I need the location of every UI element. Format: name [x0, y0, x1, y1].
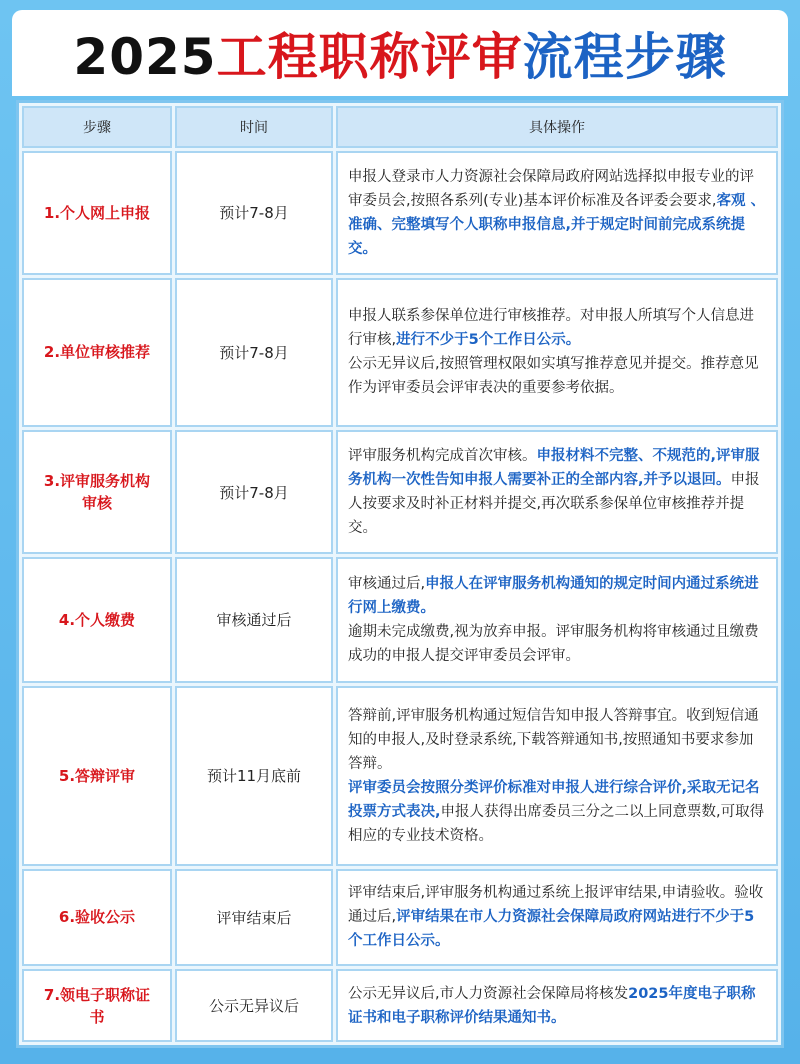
detail-text: 申报人联系参保单位进行审核推荐。对申报人所填写个人信息进行审核,	[348, 308, 754, 349]
table-header-row	[22, 106, 778, 148]
step-name: 3.评审服务机构审核	[22, 430, 172, 554]
step-detail	[336, 557, 778, 683]
step-detail	[336, 278, 778, 428]
step-time: 审核通过后	[175, 557, 333, 683]
step-time: 评审结束后	[175, 869, 333, 966]
title-banner	[12, 10, 788, 96]
detail-highlight: 评审委员会按照分类评价标准对申报人进行综合评价,采取无记名投票方式表决,	[348, 779, 760, 820]
table-row	[22, 869, 778, 966]
table-row	[22, 969, 778, 1042]
step-time: 预计7-8月	[175, 151, 333, 275]
detail-highlight: 进行不少于5个工作日公示。	[396, 332, 581, 349]
step-detail	[336, 869, 778, 966]
step-detail	[336, 686, 778, 866]
header-detail: 具体操作	[336, 106, 778, 148]
step-name: 1.个人网上申报	[22, 151, 172, 275]
detail-text: 评审结束后,评审服务机构通过系统上报评审结果,申请验收。验收通过后,	[348, 885, 764, 926]
detail-text: 评审服务机构完成首次审核。	[348, 448, 537, 465]
detail-highlight: 评审结果在市人力资源社会保障局政府网站进行不少于5个工作日公示。	[348, 909, 755, 950]
title-red-part: 工程职称评审	[216, 28, 523, 86]
title-blue-part: 流程步骤	[522, 28, 727, 86]
detail-text: 答辩前,评审服务机构通过短信告知申报人答辩事宜。收到短信通知的申报人,及时登录系统,下载答辩通知书,按照通知书要求参加答辩。	[348, 707, 759, 772]
table-row	[22, 278, 778, 428]
detail-highlight: 客观 、准确、完整填写个人职称申报信息,并于规定时间前完成系统提交。	[348, 192, 766, 257]
table-row	[22, 557, 778, 683]
detail-text: 申报人获得出席委员三分之二以上同意票数,可取得相应的专业技术资格。	[348, 803, 765, 844]
detail-text: 申报人登录市人力资源社会保障局政府网站选择拟申报专业的评审委员会,按照各系列(专业)基本评价标准及各评委会要求,	[348, 168, 754, 209]
detail-highlight: 申报人在评审服务机构通知的规定时间内通过系统进行网上缴费。	[348, 575, 759, 616]
page-title	[73, 17, 726, 89]
detail-text: 逾期未完成缴费,视为放弃申报。评审服务机构将审核通过且缴费成功的申报人提交评审委员会评审。	[348, 623, 759, 664]
detail-text: 审核通过后,	[348, 575, 426, 592]
header-step: 步骤	[22, 106, 172, 148]
detail-highlight: 申报材料不完整、不规范的,评审服务机构一次性告知申报人需要补正的全部内容,并予以退回。	[348, 448, 760, 489]
process-table-frame	[16, 100, 784, 1048]
process-table	[19, 103, 781, 1045]
step-detail	[336, 969, 778, 1042]
step-name: 6.验收公示	[22, 869, 172, 966]
step-time: 公示无异议后	[175, 969, 333, 1042]
table-row	[22, 686, 778, 866]
step-name: 5.答辩评审	[22, 686, 172, 866]
detail-text: 公示无异议后,市人力资源社会保障局将核发	[348, 985, 629, 1002]
step-name: 7.领电子职称证书	[22, 969, 172, 1042]
step-name: 2.单位审核推荐	[22, 278, 172, 428]
step-time: 预计11月底前	[175, 686, 333, 866]
step-detail	[336, 151, 778, 275]
step-time: 预计7-8月	[175, 430, 333, 554]
header-time: 时间	[175, 106, 333, 148]
table-row	[22, 151, 778, 275]
table-row	[22, 430, 778, 554]
detail-text: 公示无异议后,按照管理权限如实填写推荐意见并提交。推荐意见作为评审委员会评审表决的重要参考依据。	[348, 356, 759, 397]
title-year: 2025	[73, 28, 217, 86]
step-name: 4.个人缴费	[22, 557, 172, 683]
detail-highlight: 2025年度电子职称证书和电子职称评价结果通知书。	[348, 985, 756, 1026]
step-time: 预计7-8月	[175, 278, 333, 428]
step-detail	[336, 430, 778, 554]
detail-text: 申报人按要求及时补正材料并提交,再次联系参保单位审核推荐并提交。	[348, 472, 760, 537]
